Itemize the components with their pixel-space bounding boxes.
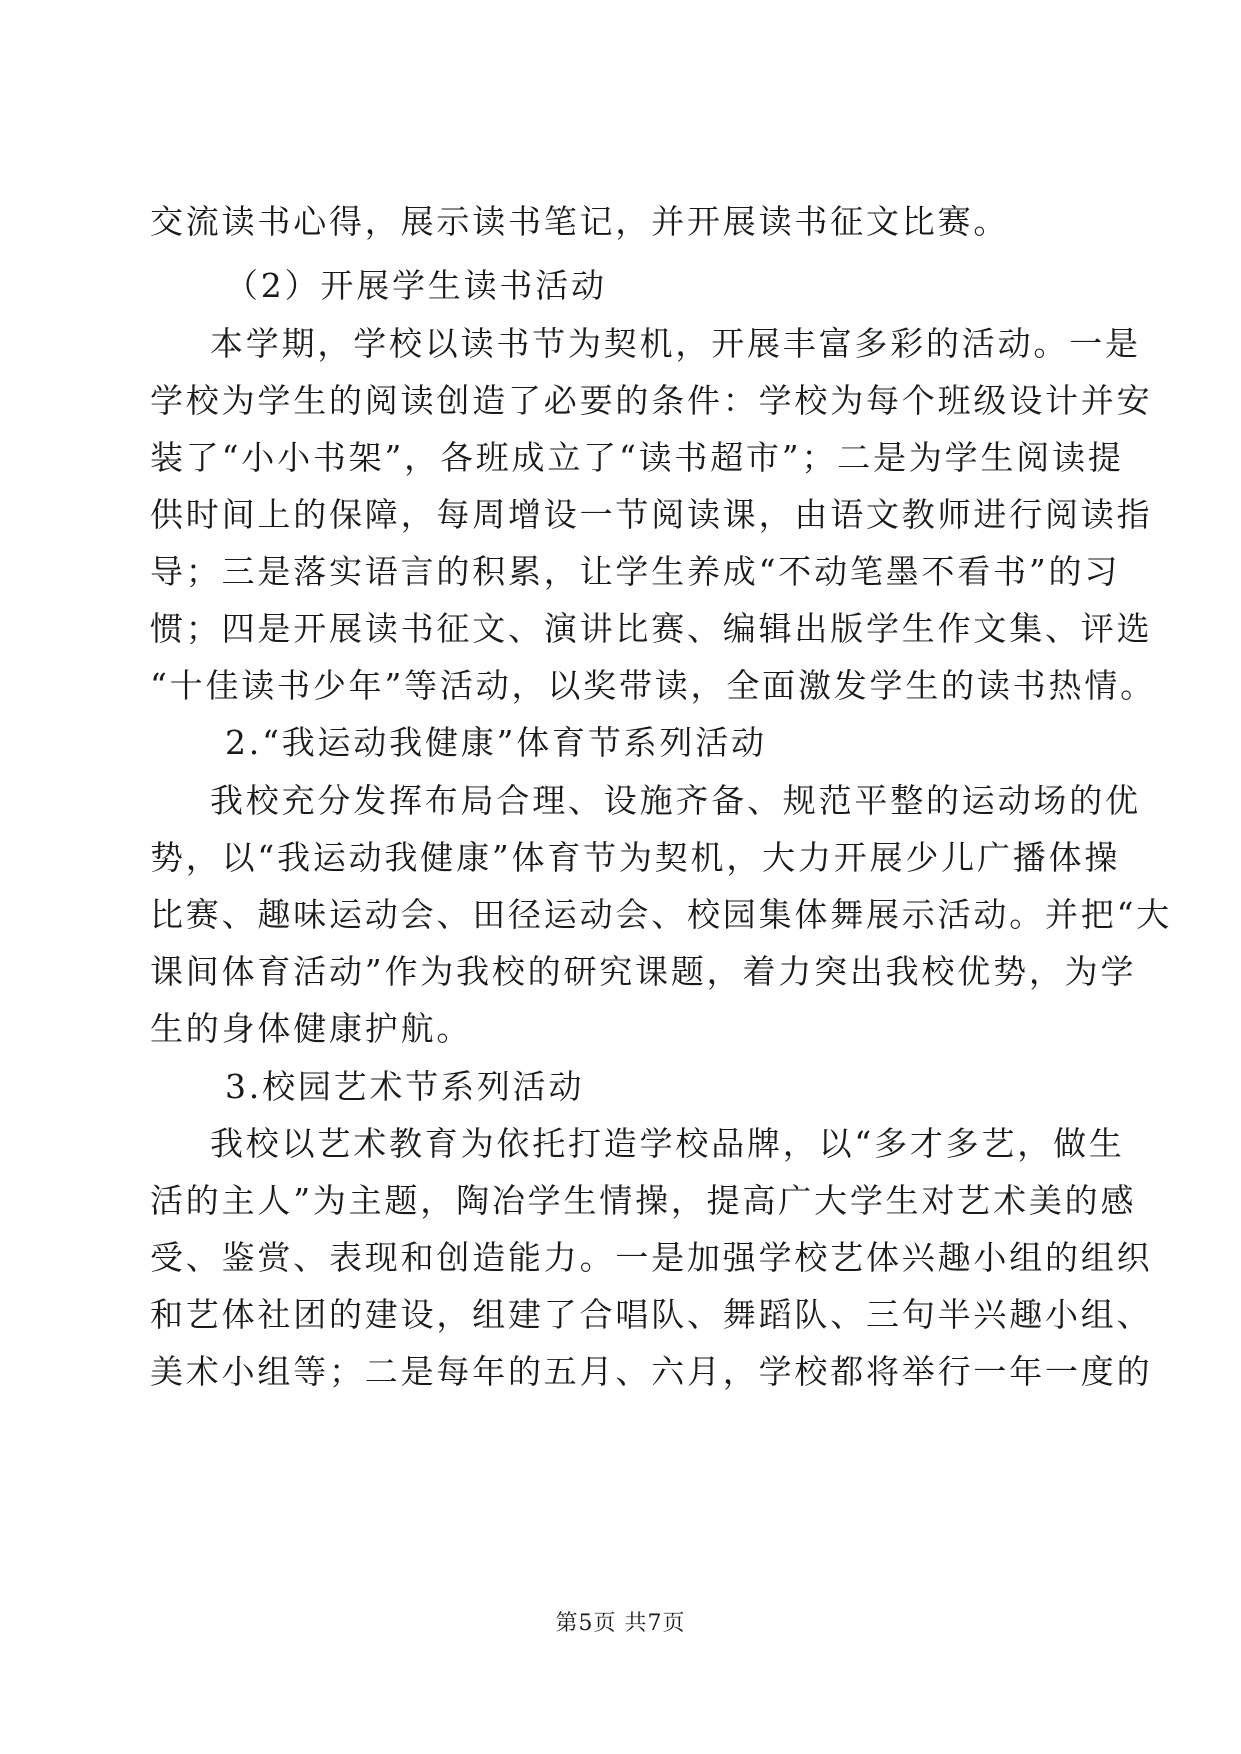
text-line: 受、鉴赏、表现和创造能力。一是加强学校艺体兴趣小组的组织 [150,1238,1153,1277]
page-footer: 第5页 共7页 [555,1611,686,1636]
text-line: 导；三是落实语言的积累，让学生养成“不动笔墨不看书”的习 [150,552,1121,591]
text-line: “十佳读书少年”等活动，以奖带读，全面激发学生的读书热情。 [150,666,1156,705]
text-line: 美术小组等；二是每年的五月、六月，学校都将举行一年一度的 [150,1352,1153,1391]
section-heading: 3.校园艺术节系列活动 [225,1067,585,1106]
text-line: 我校以艺术教育为依托打造学校品牌，以“多才多艺，做生 [210,1124,1125,1163]
text-line: 和艺体社团的建设，组建了合唱队、舞蹈队、三句半兴趣小组、 [150,1295,1153,1334]
text-line: 比赛、趣味运动会、田径运动会、校园集体舞展示活动。并把“大 [150,895,1173,934]
text-line: 课间体育活动”作为我校的研究课题，着力突出我校优势，为学 [150,952,1137,991]
text-line: 装了“小小书架”，各班成立了“读书超市”；二是为学生阅读提 [150,438,1124,477]
text-line: 活的主人”为主题，陶冶学生情操，提高广大学生对艺术美的感 [150,1181,1137,1220]
text-line: 惯；四是开展读书征文、演讲比赛、编辑出版学生作文集、评选 [150,609,1153,648]
text-line: 我校充分发挥布局合理、设施齐备、规范平整的运动场的优 [210,781,1141,820]
text-line: 本学期，学校以读书节为契机，开展丰富多彩的活动。一是 [210,324,1141,363]
section-heading: 2.“我运动我健康”体育节系列活动 [225,723,767,762]
text-line: 生的身体健康护航。 [150,1009,473,1048]
text-line: 交流读书心得，展示读书笔记，并开展读书征文比赛。 [150,202,1010,241]
text-line: 供时间上的保障，每周增设一节阅读课，由语文教师进行阅读指 [150,495,1153,534]
section-heading: （2）开展学生读书活动 [225,266,607,305]
text-line: 学校为学生的阅读创造了必要的条件：学校为每个班级设计并安 [150,381,1153,420]
text-line: 势，以“我运动我健康”体育节为契机，大力开展少儿广播体操 [150,838,1121,877]
